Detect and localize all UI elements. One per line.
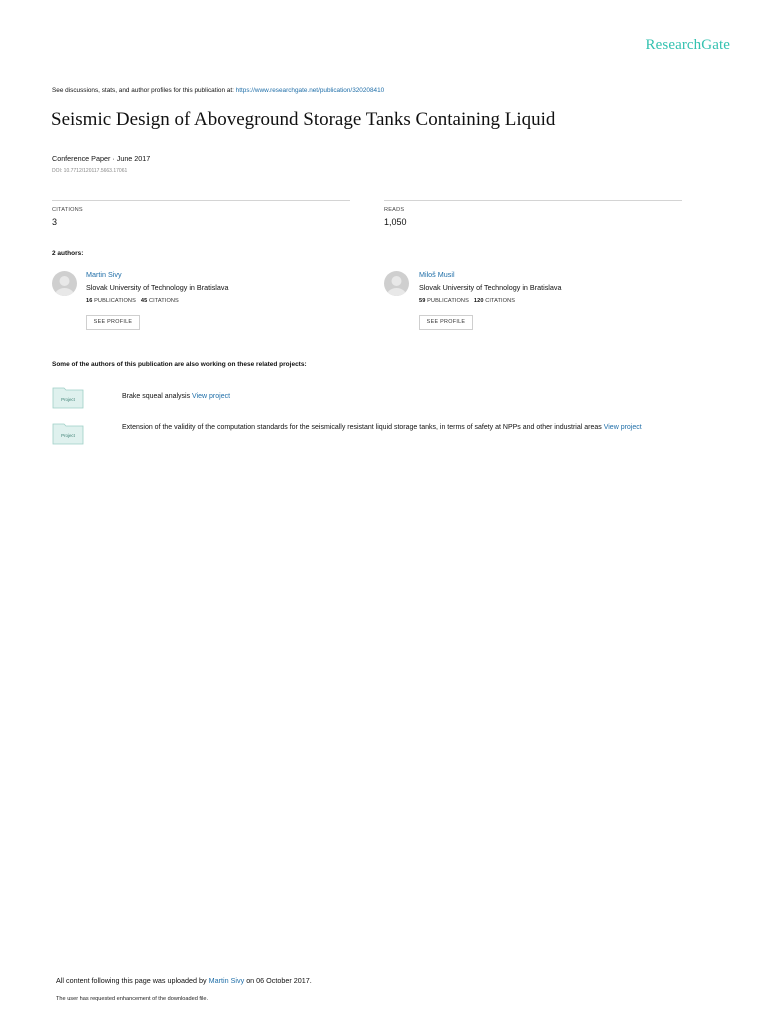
user-silhouette-icon — [384, 271, 409, 296]
see-profile-button[interactable]: SEE PROFILE — [86, 315, 140, 330]
discussion-line — [52, 87, 384, 94]
reads-divider — [384, 200, 682, 201]
publication-link[interactable]: https://www.researchgate.net/publication/320208410 — [235, 87, 385, 94]
upload-suffix: on 06 October 2017. — [246, 976, 312, 985]
user-silhouette-icon — [52, 271, 77, 296]
paper-doi: DOI: 10.7712/120117.5663.17061 — [52, 168, 128, 174]
project-folder-icon[interactable] — [52, 421, 84, 445]
related-projects-label: Some of the authors of this publication are also working on these related projects: — [52, 361, 307, 368]
citations-label: CITATIONS — [52, 207, 83, 213]
author-name[interactable]: Martin Sivy — [86, 270, 122, 279]
citations-label: CITATIONS — [148, 298, 179, 304]
project-item — [122, 422, 706, 434]
see-profile-button[interactable]: SEE PROFILE — [419, 315, 473, 330]
view-project-link[interactable]: View project — [603, 424, 642, 431]
paper-type-date: Conference Paper · June 2017 — [52, 154, 151, 163]
publications-label: PUBLICATIONS — [427, 298, 469, 304]
researchgate-logo[interactable]: ResearchGate — [645, 37, 730, 53]
author-name[interactable]: Miloš Musil — [419, 270, 455, 279]
uploader-link[interactable]: Martin Sivy — [208, 976, 245, 985]
enhancement-note: The user has requested enhancement of the downloaded file. — [56, 996, 209, 1002]
folder-label: Project — [61, 433, 75, 438]
citations-count: 120 — [473, 298, 484, 304]
avatar[interactable] — [384, 271, 409, 296]
reads-value: 1,050 — [384, 217, 407, 227]
reads-label: READS — [384, 207, 405, 213]
author-stats — [419, 298, 515, 304]
citations-divider — [52, 200, 350, 201]
project-title: Brake squeal analysis — [122, 393, 191, 400]
folder-label: Project — [61, 397, 75, 402]
discussion-text: See discussions, stats, and author profiles for this publication at: — [52, 87, 234, 94]
avatar[interactable] — [52, 271, 77, 296]
authors-label: 2 authors: — [52, 250, 84, 257]
citations-value: 3 — [52, 217, 58, 227]
author-affiliation: Slovak University of Technology in Bratislava — [419, 283, 562, 292]
paper-title: Seismic Design of Aboveground Storage Tanks Containing Liquid — [51, 109, 556, 130]
publications-count: 16 — [86, 298, 93, 304]
project-item — [122, 391, 702, 403]
publications-count: 59 — [419, 298, 426, 304]
project-title: Extension of the validity of the computation standards for the seismically resistant liquid storage tanks, in terms of safety at NPPs and other industrial areas — [122, 424, 602, 431]
author-stats — [86, 298, 179, 304]
citations-label: CITATIONS — [485, 298, 516, 304]
upload-notice — [56, 976, 312, 985]
upload-prefix: All content following this page was uploaded by — [56, 976, 207, 985]
publications-label: PUBLICATIONS — [94, 298, 136, 304]
author-affiliation: Slovak University of Technology in Bratislava — [86, 283, 229, 292]
project-folder-icon[interactable] — [52, 385, 84, 409]
citations-count: 45 — [140, 298, 148, 304]
view-project-link[interactable]: View project — [192, 393, 231, 400]
